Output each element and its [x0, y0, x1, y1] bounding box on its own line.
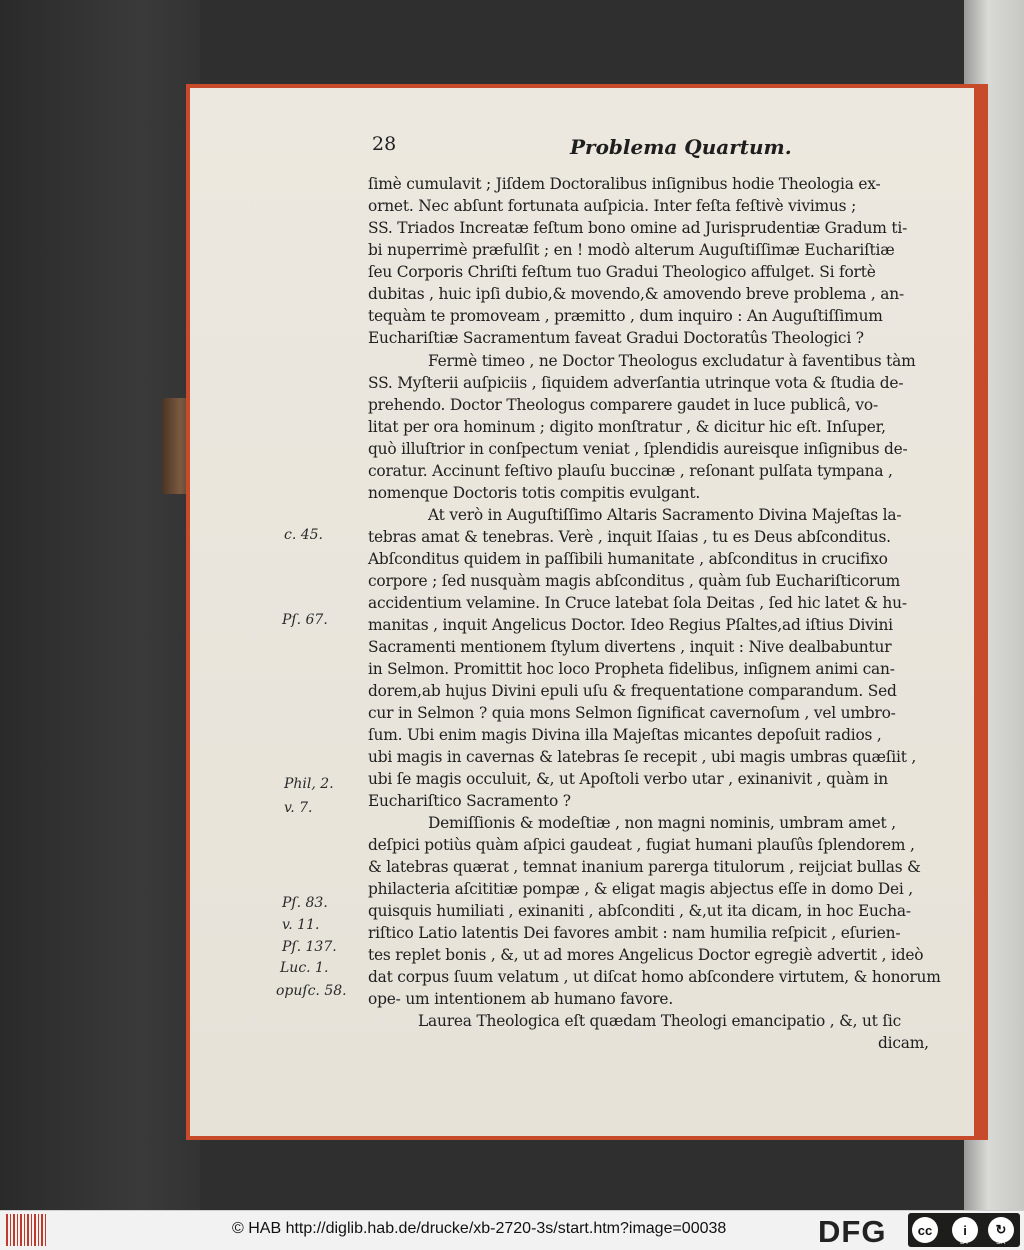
- margin-note: v. 11.: [282, 917, 320, 933]
- background-left: [0, 0, 200, 1210]
- text-line: tequàm te promoveam , præmitto , dum inquiro : An Auguſtiſſimum: [368, 307, 883, 325]
- margin-note: v. 7.: [284, 800, 313, 816]
- margin-note: Pſ. 137.: [282, 939, 337, 955]
- sa-icon: ↻: [988, 1217, 1014, 1243]
- margin-note: opuſc. 58.: [276, 983, 347, 999]
- page-number: 28: [372, 133, 397, 155]
- text-line: cur in Selmon ? quia mons Selmon ſignificat cavernoſum , vel umbro-: [368, 704, 896, 722]
- by-icon: i: [952, 1217, 978, 1243]
- text-line: philacteria aſcititiæ pompæ , & eligat magis abjectus eſſe in domo Dei ,: [368, 880, 913, 898]
- text-line: litat per ora hominum ; digito monſtratur , & dicitur hic eſt. Inſuper,: [368, 418, 886, 436]
- cc-license-badge[interactable]: [908, 1213, 1020, 1247]
- text-line: corpore ; ſed nusquàm magis abſconditus , quàm ſub Euchariſticorum: [368, 572, 901, 590]
- text-line: prehendo. Doctor Theologus comparere gaudet in luce publicâ, vo-: [368, 396, 878, 414]
- text-line: ſum. Ubi enim magis Divina illa Majeſtas micantes depoſuit radios ,: [368, 726, 882, 744]
- text-line: manitas , inquit Angelicus Doctor. Ideo Regius Pſaltes,ad iſtius Divini: [368, 616, 893, 634]
- text-line: dorem,ab hujus Divini epuli uſu & frequentatione comparandum. Sed: [368, 682, 897, 700]
- text-line: dubitas , huic ipſi dubio,& movendo,& amovendo breve problema , an-: [368, 285, 904, 303]
- by-label: BY: [960, 1239, 970, 1246]
- text-line: Fermè timeo , ne Doctor Theologus excludatur à faventibus tàm: [428, 352, 916, 370]
- text-line: & latebras quærat , temnat inanium parerga titulorum , reijciat bullas &: [368, 858, 921, 876]
- dfg-logo[interactable]: DFG: [818, 1214, 887, 1249]
- running-title: Problema Quartum.: [570, 135, 792, 159]
- text-line: SS. Myſterii auſpiciis , ſiquidem adverſantia utrinque vota & ſtudia de-: [368, 374, 904, 392]
- text-line: quò illuſtrior in conſpectum veniat , ſplendidis aureisque inſignibus de-: [368, 440, 908, 458]
- text-line: tes replet bonis , &, ut ad mores Angelicus Doctor egregiè advertit , ideò: [368, 946, 924, 964]
- text-line: accidentium velamine. In Cruce latebat ſola Deitas , ſed hic latet & hu-: [368, 594, 907, 612]
- text-line: SS. Triados Increatæ feſtum bono omine ad Jurisprudentiæ Gradum ti-: [368, 219, 908, 237]
- text-line: tebras amat & tenebras. Verè , inquit Iſaias , tu es Deus abſconditus.: [368, 528, 891, 546]
- cc-icon: cc: [912, 1217, 938, 1243]
- text-line: Euchariſtiæ Sacramentum faveat Gradui Doctoratûs Theologici ?: [368, 329, 864, 347]
- barcode-icon: [6, 1214, 48, 1246]
- margin-note: Pſ. 67.: [282, 612, 328, 628]
- text-line: deſpici potiùs quàm aſpici gaudeat , fugiat humani plauſûs ſplendorem ,: [368, 836, 915, 854]
- text-line: ſimè cumulavit ; Jiſdem Doctoralibus inſignibus hodie Theologia ex-: [368, 175, 881, 193]
- margin-note: Pſ. 83.: [282, 895, 328, 911]
- footer-bar: [0, 1210, 1024, 1250]
- margin-note: c. 45.: [284, 527, 324, 543]
- text-line: in Selmon. Promittit hoc loco Propheta fidelibus, inſignem animi can-: [368, 660, 895, 678]
- text-line: Abſconditus quidem in paſſibili humanitate , abſconditus in crucifixo: [368, 550, 888, 568]
- sa-label: SA: [996, 1239, 1006, 1246]
- text-line: quisquis humiliati , exinaniti , abſconditi , &,ut ita dicam, in hoc Eucha-: [368, 902, 911, 920]
- text-line: dicam,: [878, 1034, 929, 1052]
- text-line: riſtico Latio latentis Dei favores ambit : nam humilia reſpicit , eſurien-: [368, 924, 901, 942]
- text-line: nomenque Doctoris totis compitis evulgant.: [368, 484, 701, 502]
- text-line: At verò in Auguſtiſſimo Altaris Sacramento Divina Majeſtas la-: [428, 506, 902, 524]
- text-line: dat corpus ſuum velatum , ut diſcat homo abſcondere virtutem, & honorum: [368, 968, 941, 986]
- text-line: ubi ſe magis occuluit, &, ut Apoſtoli verbo utar , exinanivit , quàm in: [368, 770, 888, 788]
- text-line: Euchariſtico Sacramento ?: [368, 792, 571, 810]
- text-line: ornet. Nec abſunt fortunata auſpicia. Inter feſta feſtivè vivimus ;: [368, 197, 857, 215]
- text-line: bi nuperrimè præfulſit ; en ! modò alterum Auguſtiſſimæ Euchariſtiæ: [368, 241, 895, 259]
- margin-note: Phil, 2.: [284, 776, 334, 792]
- text-line: ubi magis in cavernas & latebras ſe recepit , ubi magis umbras quæſiit ,: [368, 748, 917, 766]
- text-line: coratur. Accinunt feſtivo plauſu buccinæ , reſonant pulſata tympana ,: [368, 462, 893, 480]
- text-line: Laurea Theologica eſt quædam Theologi emancipatio , &, ut ſic: [418, 1012, 901, 1030]
- margin-note: Luc. 1.: [280, 960, 329, 976]
- text-line: ſeu Corporis Chriſti feſtum tuo Gradui Theologico affulget. Si fortè: [368, 263, 876, 281]
- text-line: ope- um intentionem ab humano favore.: [368, 990, 674, 1008]
- copyright-link[interactable]: © HAB http://diglib.hab.de/drucke/xb-2720-3s/start.htm?image=00038: [232, 1220, 727, 1237]
- text-line: Demiſſionis & modeſtiæ , non magni nominis, umbram amet ,: [428, 814, 896, 832]
- text-line: Sacramenti mentionem ſtylum divertens , inquit : Nive dealbabuntur: [368, 638, 892, 656]
